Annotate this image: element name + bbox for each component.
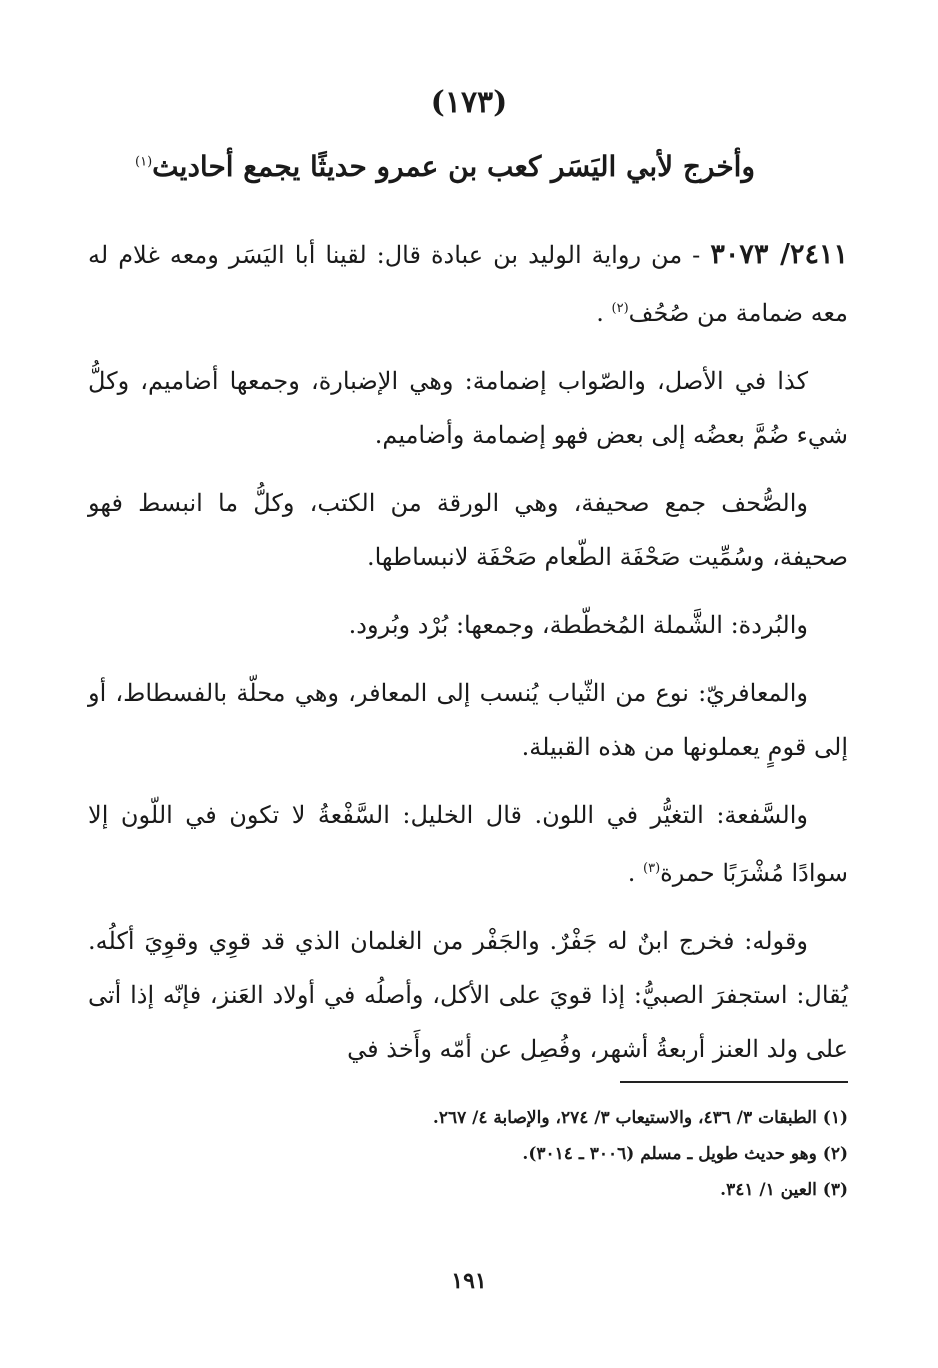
body-text [88,228,848,1090]
section-number: (١٧٣) [430,85,508,120]
hadith-text: - من رواية الوليد بن عبادة قال: لقينا أبا اليَسَر ومعه غلام له معه ضمامة من صُحُف [88,241,848,327]
title-text: وأخرج لأبي اليَسَر كعب بن عمرو حديثًا يجمع أحاديث [152,150,755,183]
safa-end: . [627,859,644,887]
hadith-footnote-ref[interactable]: (٢) [611,301,629,316]
commentary-paragraph: والصُّحف جمع صحيفة، وهي الورقة من الكتب، وكلُّ ما انبسط فهو صحيفة، وسُمِّيت صَحْفَة الطّعام صَحْفَة لانبساطها. [88,489,848,571]
commentary-paragraph: كذا في الأصل، والصّواب إضمامة: وهي الإضبارة، وجمعها أضاميم، وكلُّ شيء ضُمَّ بعضُه إلى بعض فهو إضمامة وأضاميم. [88,367,848,449]
title-footnote-ref[interactable]: (١) [135,154,153,170]
commentary-paragraph: والبُردة: الشَّملة المُخطّطة، وجمعها: بُرْد وبُرود. [348,611,808,639]
footnote-item: (١) الطبقات ٣/ ٤٣٦، والاستيعاب ٣/ ٢٧٤، والإصابة ٤/ ٢٦٧. [432,1108,848,1128]
commentary-paragraph: والمعافريّ: نوع من الثّياب يُنسب إلى المعافر، وهي محلّة بالفسطاط، أو إلى قومٍ يعملونها من هذه القبيلة. [88,679,848,761]
footnote-item: (٣) العين ١/ ٣٤١. [720,1180,848,1200]
commentary-paragraph: وقوله: فخرج ابنٌ له جَفْرٌ. والجَفْر من الغلمان الذي قد قوِي وقوِيَ أكلُه. يُقال: استجفرَ الصبيُّ: إذا قويَ على الأكل، وأصلُه في أولاد العَنز، فإنّه إذا أتى على ولد العنز أربعةُ أشهر، وفُصِل عن أمّه وأَخذ في [88,927,848,1063]
footnote-divider [620,1081,848,1083]
commentary-paragraph-safa [88,788,848,900]
hadith-number: ٢٤١١/ ٣٠٧٣ [710,239,848,270]
section-title [100,150,790,183]
safa-footnote-ref[interactable]: (٣) [643,861,661,876]
hadith-paragraph [88,228,848,340]
footnote-item: (٢) وهو حديث طويل ـ مسلم (٣٠٠٦ ـ ٣٠١٤). [522,1144,848,1164]
footnotes [88,1100,848,1208]
safa-text: والسَّفعة: التغيُّر في اللون. قال الخليل: السَّفْعةُ لا تكون في اللّون إلا سوادًا مُشْرَبًا حمرة [88,801,848,887]
hadith-end: . [596,299,612,327]
page-number: ١٩١ [451,1268,487,1294]
